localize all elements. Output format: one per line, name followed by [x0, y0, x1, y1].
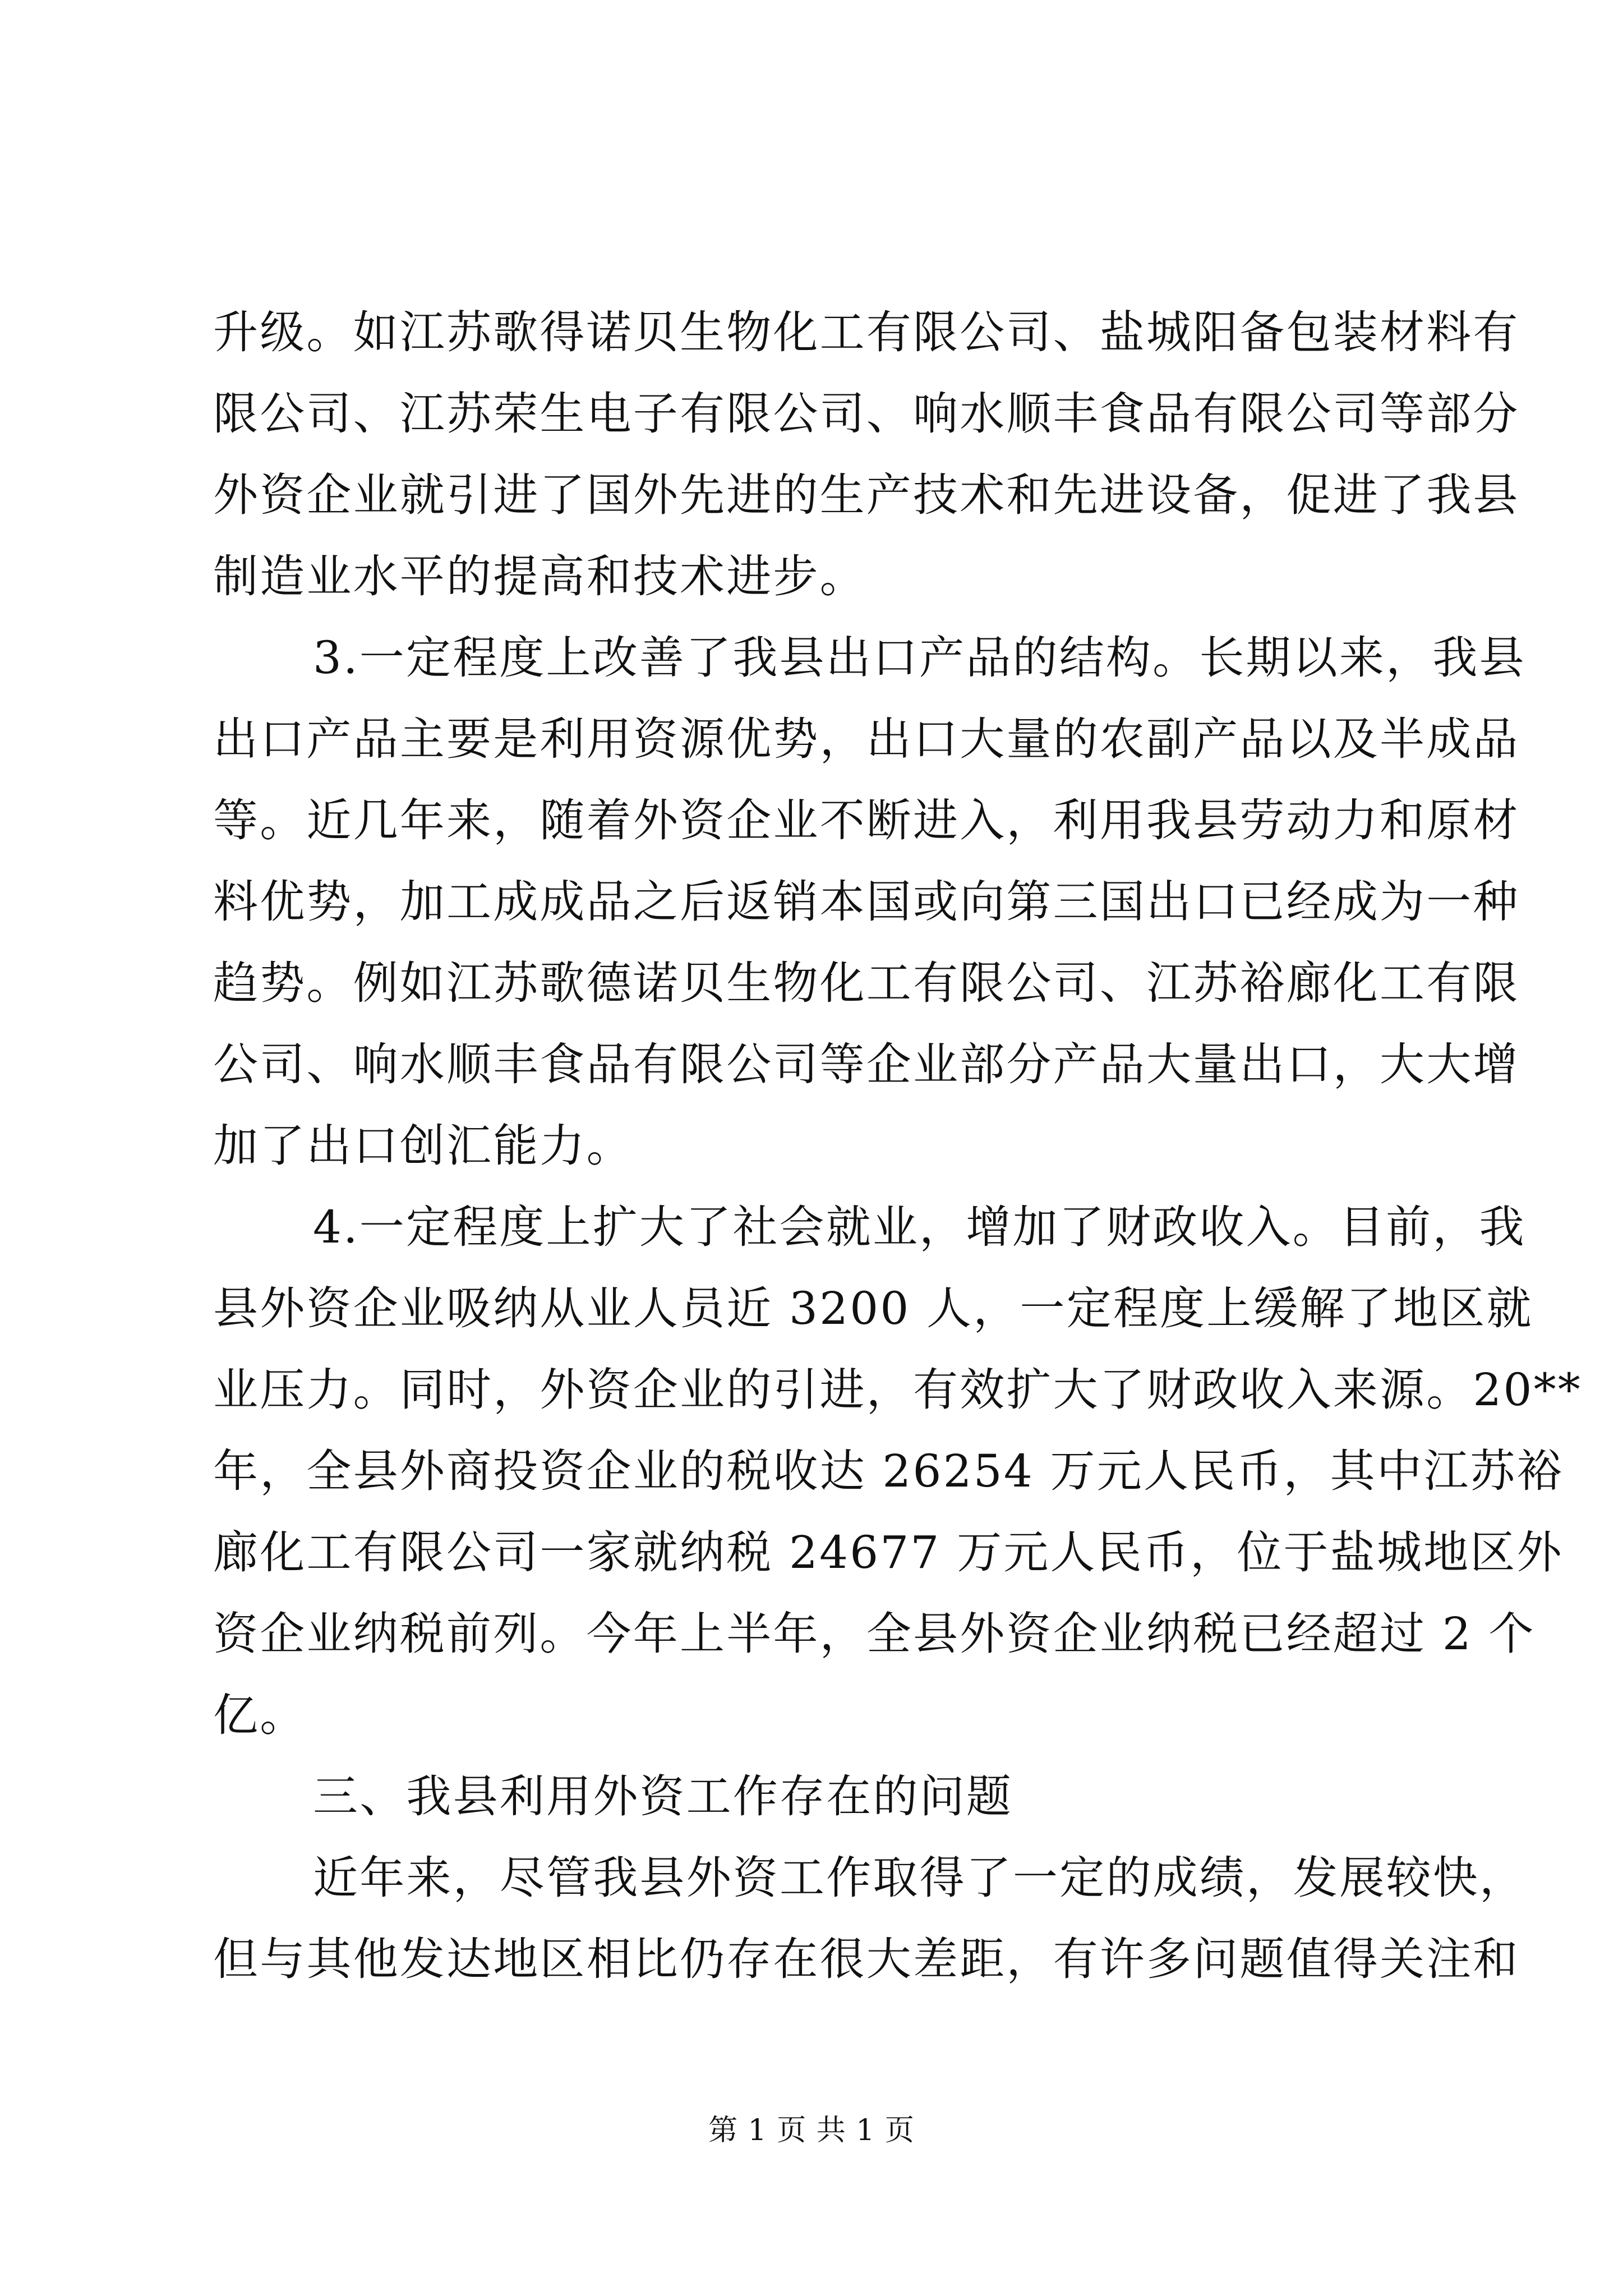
text-line: 出口产品主要是利用资源优势，出口大量的农副产品以及半成品: [213, 713, 1520, 765]
text-line: 制造业水平的提高和技术进步。: [213, 550, 866, 602]
document-body: [213, 292, 1582, 2000]
paragraph-start-line: 3.一定程度上改善了我县出口产品的结构。长期以来，我县: [313, 632, 1526, 684]
text-line: 加了出口创汇能力。: [213, 1120, 633, 1172]
paragraph-start-line: 4.一定程度上扩大了社会就业，增加了财政收入。目前，我: [313, 1201, 1526, 1253]
text-line: 业压力。同时，外资企业的引进，有效扩大了财政收入来源。20**: [213, 1364, 1582, 1416]
paragraph-start-line: 近年来，尽管我县外资工作取得了一定的成绩，发展较快，: [313, 1852, 1527, 1904]
text-line: 公司、响水顺丰食品有限公司等企业部分产品大量出口，大大增: [213, 1038, 1520, 1091]
text-line: 年，全县外商投资企业的税收达 26254 万元人民币，其中江苏裕: [213, 1445, 1564, 1497]
text-line: 升级。如江苏歌得诺贝生物化工有限公司、盐城阳备包装材料有: [213, 306, 1520, 358]
text-line: 外资企业就引进了国外先进的生产技术和先进设备，促进了我县: [213, 469, 1520, 521]
text-line: 亿。: [213, 1689, 307, 1741]
text-line: 等。近几年来，随着外资企业不断进入，利用我县劳动力和原材: [213, 794, 1520, 846]
text-line: 趋势。例如江苏歌德诺贝生物化工有限公司、江苏裕廊化工有限: [213, 957, 1520, 1009]
text-line: 资企业纳税前列。今年上半年，全县外资企业纳税已经超过 2 个: [213, 1608, 1536, 1660]
page-number-footer: 第 1 页 共 1 页: [708, 2114, 915, 2147]
text-line: 但与其他发达地区相比仍存在很大差距，有许多问题值得关注和: [213, 1933, 1520, 1985]
text-line: 限公司、江苏荣生电子有限公司、响水顺丰食品有限公司等部分: [213, 388, 1520, 440]
text-line: 县外资企业吸纳从业人员近 3200 人，一定程度上缓解了地区就: [213, 1282, 1533, 1335]
section-heading: 三、我县利用外资工作存在的问题: [313, 1770, 1013, 1823]
text-line: 廊化工有限公司一家就纳税 24677 万元人民币，位于盐城地区外: [213, 1526, 1564, 1579]
text-line: 料优势，加工成成品之后返销本国或向第三国出口已经成为一种: [213, 876, 1520, 928]
